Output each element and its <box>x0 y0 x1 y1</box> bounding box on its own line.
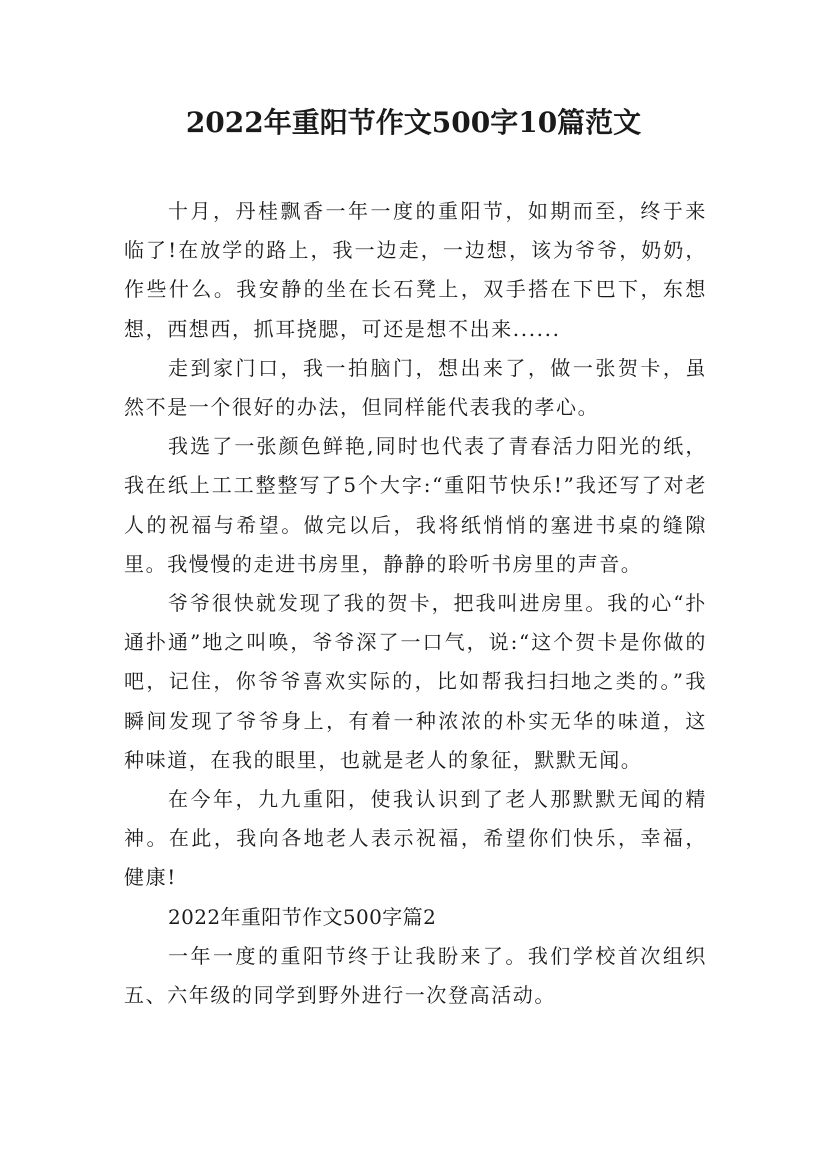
paragraph-1: 十月，丹桂飘香一年一度的重阳节，如期而至，终于来临了!在放学的路上，我一边走，一边想，该为爷爷，奶奶，作些什么。我安静的坐在长石凳上，双手搭在下巴下，东想想，西想西，抓耳挠腮，可还是想不出来...... <box>124 199 707 341</box>
paragraph-6: 一年一度的重阳节终于让我盼来了。我们学校首次组织五、六年级的同学到野外进行一次登高活动。 <box>124 943 707 1008</box>
document-title: 2022年重阳节作文500字10篇范文 <box>185 106 642 139</box>
section-heading-2: 2022年重阳节作文500字篇2 <box>168 904 437 929</box>
document-body <box>124 192 707 1015</box>
paragraph-3: 我选了一张颜色鲜艳,同时也代表了青春活力阳光的纸，我在纸上工工整整写了5个大字:“重阳节快乐!”我还写了对老人的祝福与希望。做完以后，我将纸悄悄的塞进书桌的缝隙里。我慢慢的走进书房里，静静的聆听书房里的声音。 <box>124 434 707 576</box>
paragraph-2: 走到家门口，我一拍脑门，想出来了，做一张贺卡，虽然不是一个很好的办法，但同样能代表我的孝心。 <box>124 355 707 420</box>
paragraph-5: 在今年，九九重阳，使我认识到了老人那默默无闻的精神。在此，我向各地老人表示祝福，希望你们快乐，幸福，健康! <box>124 787 707 890</box>
paragraph-4: 爷爷很快就发现了我的贺卡，把我叫进房里。我的心“扑通扑通”地之叫唤，爷爷深了一口气，说:“这个贺卡是你做的吧，记住，你爷爷喜欢实际的，比如帮我扫扫地之类的。”我瞬间发现了爷爷身上，有着一种浓浓的朴实无华的味道，这种味道，在我的眼里，也就是老人的象征，默默无闻。 <box>124 591 707 772</box>
